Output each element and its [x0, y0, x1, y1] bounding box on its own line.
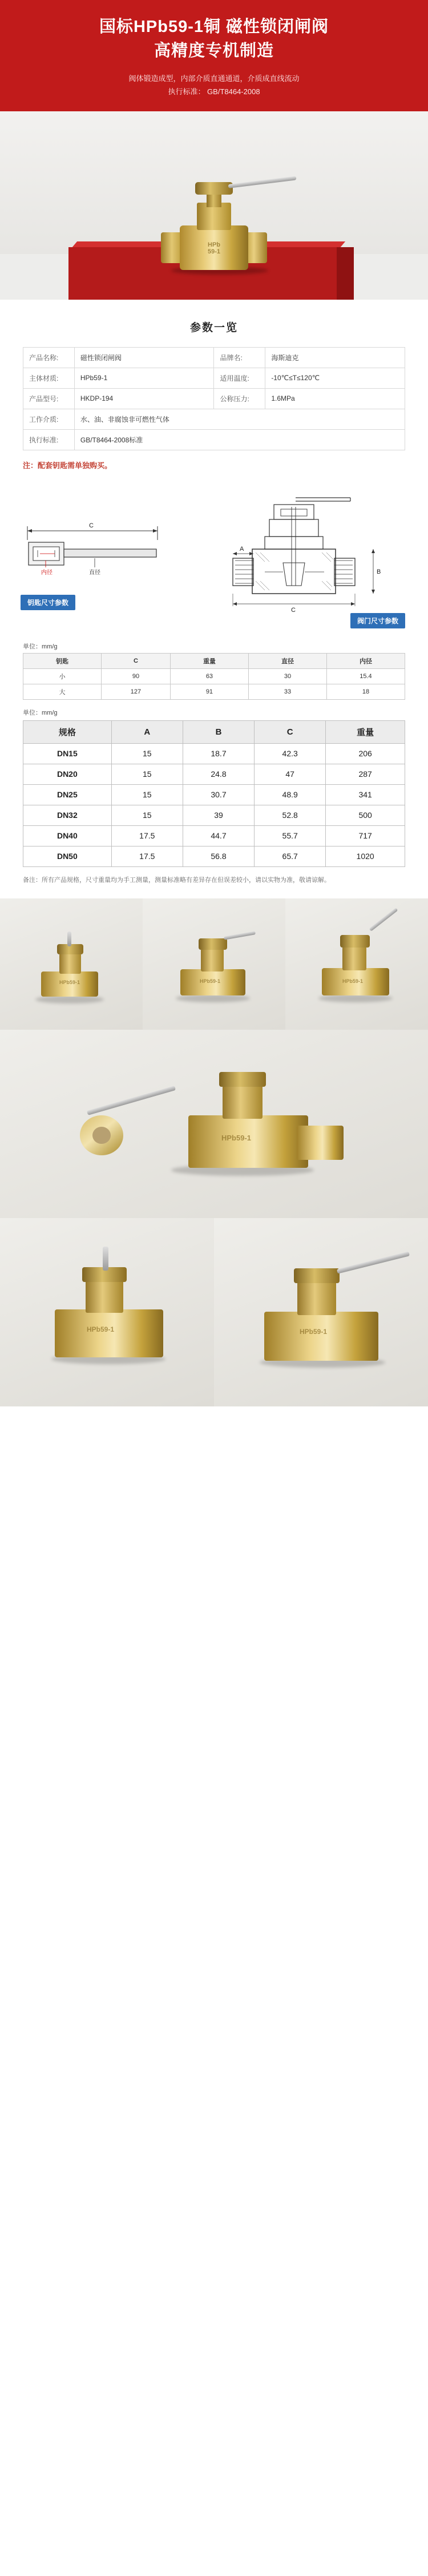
- param-key: 产品名称:: [23, 347, 75, 368]
- subtitle-line2: 执行标准： GB/T8464-2008: [168, 87, 260, 96]
- cell: 15: [111, 805, 183, 825]
- emboss-mark: HPb59-1: [221, 1133, 252, 1142]
- cell: 42.3: [255, 743, 326, 764]
- cell: 17.5: [111, 825, 183, 846]
- valve-lock-cap: [294, 1268, 340, 1283]
- table-row: [23, 668, 405, 684]
- valve-lock-cap: [340, 935, 370, 948]
- table-row: [23, 388, 405, 409]
- key-ring-hole: [92, 1127, 111, 1144]
- spec-table-unit: 单位：mm/g: [23, 709, 58, 716]
- svg-text:A: A: [240, 545, 244, 553]
- page-header: [0, 0, 428, 111]
- param-key: 执行标准:: [23, 429, 75, 450]
- product-photo-small: [0, 898, 143, 1030]
- param-value: 磁性锁闭闸阀: [74, 347, 214, 368]
- product-photo-large: [0, 1030, 428, 1218]
- cell: 287: [326, 764, 405, 784]
- svg-text:C: C: [89, 522, 94, 529]
- cell: 56.8: [183, 846, 254, 866]
- table-row: [23, 743, 405, 764]
- valve-outlet: [297, 1126, 344, 1160]
- valve-lock-cap: [219, 1072, 266, 1087]
- valve-neck: [342, 946, 366, 970]
- photo-gallery: [0, 898, 428, 1406]
- valve-dimension-tag: 阀门尺寸参数: [350, 613, 405, 628]
- key-dimension-tag: 钥匙尺寸参数: [21, 595, 75, 610]
- table-row: [23, 684, 405, 699]
- measurement-disclaimer: 备注：所有产品规格，尺寸重量均为手工测量，测量标准略有差异存在但误差较小，请以实物为准，敬请谅解。: [23, 876, 330, 884]
- cell-spec: DN32: [23, 805, 112, 825]
- param-key: 适用温度:: [214, 368, 265, 388]
- cell: 91: [170, 684, 248, 699]
- gallery-row-1: [0, 898, 428, 1030]
- param-value: 海斯迪克: [265, 347, 405, 368]
- cell: 39: [183, 805, 254, 825]
- param-value: 水、油、非腐蚀非可燃性气体: [74, 409, 405, 429]
- table-row: [23, 429, 405, 450]
- table-header-row: [23, 720, 405, 743]
- cell: 206: [326, 743, 405, 764]
- svg-text:B: B: [377, 568, 381, 575]
- valve-stem: [67, 932, 71, 946]
- param-value: GB/T8464-2008标准: [74, 429, 405, 450]
- column-header: 钥匙: [23, 653, 102, 668]
- emboss-mark: HPb59-1: [342, 978, 364, 984]
- table-row: [23, 784, 405, 805]
- valve-neck: [86, 1280, 123, 1313]
- page-title-line2: 高精度专机制造: [154, 42, 274, 61]
- valve-spec-table: [23, 720, 405, 867]
- table-header-row: [23, 653, 405, 668]
- param-key: 公称压力:: [214, 388, 265, 409]
- table-row: [23, 825, 405, 846]
- param-key: 品牌名:: [214, 347, 265, 368]
- cell: 55.7: [255, 825, 326, 846]
- product-photo-medium: [0, 1218, 214, 1406]
- product-photo-medium: [214, 1218, 428, 1406]
- photo-shadow: [318, 994, 393, 1002]
- hero-product-image: [0, 111, 428, 300]
- param-value: HKDP-194: [74, 388, 214, 409]
- column-header: B: [183, 720, 254, 743]
- cell: 52.8: [255, 805, 326, 825]
- column-header: 规格: [23, 720, 112, 743]
- key-dimension-drawing: [21, 515, 192, 583]
- photo-shadow: [176, 994, 250, 1002]
- cell: 33: [248, 684, 326, 699]
- svg-text:C: C: [291, 606, 296, 614]
- valve-dimension-drawing: [210, 490, 404, 632]
- column-header: 重量: [326, 720, 405, 743]
- cell: 44.7: [183, 825, 254, 846]
- gallery-row-3: [0, 1218, 428, 1406]
- svg-text:直径: 直径: [89, 569, 100, 576]
- column-header: C: [102, 653, 171, 668]
- technical-drawings: [0, 483, 428, 637]
- cell: 500: [326, 805, 405, 825]
- cell: 大: [23, 684, 102, 699]
- param-key: 主体材质:: [23, 368, 75, 388]
- purchase-note: 注：配套钥匙需单独购买。: [23, 461, 112, 470]
- valve-neck: [223, 1085, 263, 1119]
- page-title: [23, 15, 405, 63]
- emboss-mark: HPb59-1: [59, 979, 80, 985]
- valve-neck: [59, 953, 81, 974]
- emboss-mark: HPb59-1: [87, 1325, 115, 1333]
- cell: 24.8: [183, 764, 254, 784]
- emboss-line1: HPb: [208, 241, 220, 248]
- cell-spec: DN50: [23, 846, 112, 866]
- cell: 15: [111, 784, 183, 805]
- valve-lock-cap: [199, 938, 227, 950]
- valve-neck: [201, 949, 224, 971]
- cell: 127: [102, 684, 171, 699]
- cell: 47: [255, 764, 326, 784]
- column-header: 重量: [170, 653, 248, 668]
- cell: 小: [23, 668, 102, 684]
- cell: 15: [111, 764, 183, 784]
- cell: 63: [170, 668, 248, 684]
- column-header: 直径: [248, 653, 326, 668]
- table-row: [23, 347, 405, 368]
- cell-spec: DN25: [23, 784, 112, 805]
- parameters-table: [23, 347, 405, 450]
- param-value: -10℃≤T≤120℃: [265, 368, 405, 388]
- photo-shadow: [35, 995, 104, 1003]
- cell: 341: [326, 784, 405, 805]
- page-subtitle: [23, 72, 405, 99]
- page-title-line1: 国标HPb59-1铜 磁性锁闭闸阀: [99, 18, 329, 36]
- subtitle-line1: 阀体锻造成型，内部介质直通通道，介质成直线流动: [128, 74, 300, 83]
- valve-stem: [103, 1247, 108, 1271]
- parameters-title: 参数一览: [189, 321, 238, 334]
- table-row: [23, 409, 405, 429]
- cell: 17.5: [111, 846, 183, 866]
- key-table-unit: 单位：mm/g: [23, 643, 58, 650]
- cell: 18.7: [183, 743, 254, 764]
- product-photo-small: [143, 898, 285, 1030]
- table-row: [23, 846, 405, 866]
- table-row: [23, 368, 405, 388]
- column-header: A: [111, 720, 183, 743]
- valve-lock-cap: [195, 182, 233, 195]
- emboss-mark: HPb59-1: [300, 1327, 328, 1336]
- param-value: HPb59-1: [74, 368, 214, 388]
- cell: 1020: [326, 846, 405, 866]
- parameters-section: [0, 300, 428, 476]
- cell-spec: DN15: [23, 743, 112, 764]
- emboss-line2: 59-1: [207, 248, 221, 255]
- column-header: 内径: [326, 653, 405, 668]
- cell: 65.7: [255, 846, 326, 866]
- valve-neck: [297, 1281, 336, 1315]
- cell: 18: [326, 684, 405, 699]
- param-key: 工作介质:: [23, 409, 75, 429]
- valve-body: [264, 1312, 378, 1361]
- pedestal-side: [337, 247, 354, 300]
- gallery-row-2: [0, 1030, 428, 1218]
- valve-body: [55, 1309, 163, 1357]
- table-row: [23, 805, 405, 825]
- cell: 48.9: [255, 784, 326, 805]
- cell: 717: [326, 825, 405, 846]
- emboss-mark: HPb59-1: [200, 978, 221, 984]
- cell: 15: [111, 743, 183, 764]
- product-photo-small: [285, 898, 428, 1030]
- svg-text:内径: 内径: [41, 569, 53, 576]
- cell: 15.4: [326, 668, 405, 684]
- cell: 30.7: [183, 784, 254, 805]
- param-value: 1.6MPa: [265, 388, 405, 409]
- param-key: 产品型号:: [23, 388, 75, 409]
- cell: 30: [248, 668, 326, 684]
- table-row: [23, 764, 405, 784]
- valve-brand-emboss: [201, 241, 227, 255]
- key-dimension-table: [23, 653, 405, 700]
- cell-spec: DN20: [23, 764, 112, 784]
- cell: 90: [102, 668, 171, 684]
- cell-spec: DN40: [23, 825, 112, 846]
- column-header: C: [255, 720, 326, 743]
